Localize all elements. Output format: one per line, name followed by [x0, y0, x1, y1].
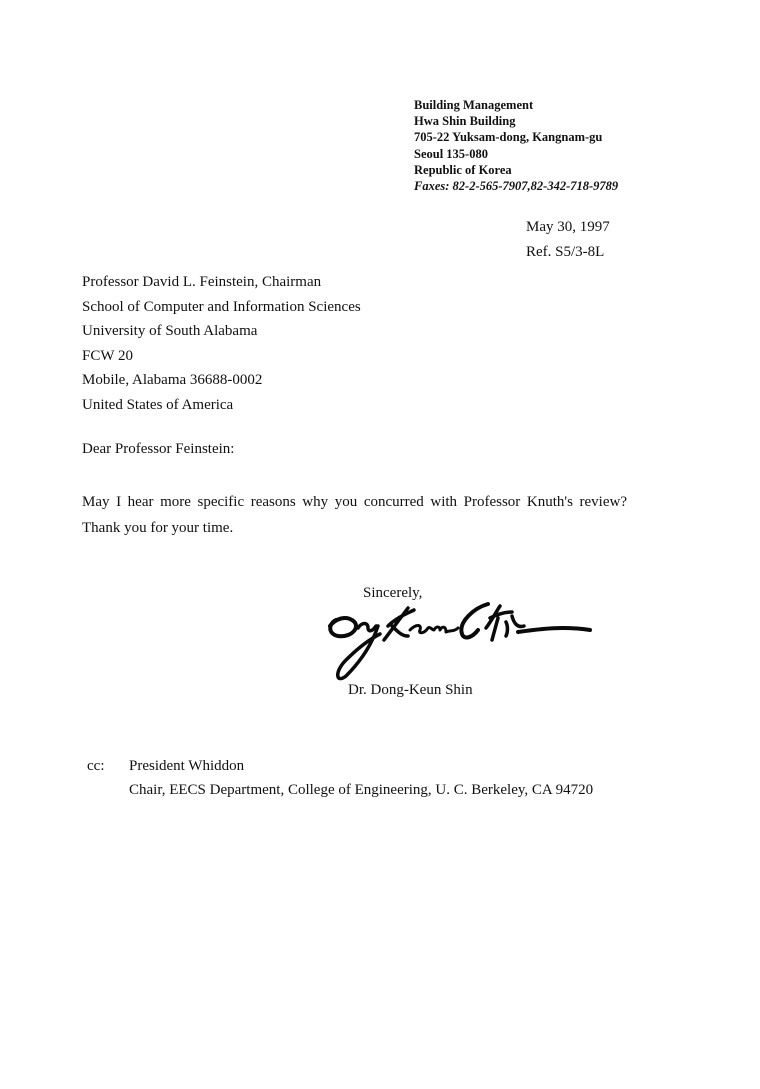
cc-label: cc:: [87, 758, 105, 774]
body-paragraph: Thank you for your time.: [82, 520, 234, 536]
sender-street: 705-22 Yuksam-dong, Kangnam-gu: [414, 130, 603, 145]
letter-reference: Ref. S5/3-8L: [526, 244, 605, 260]
salutation: Dear Professor Feinstein:: [82, 441, 235, 457]
recipient-country: United States of America: [82, 396, 234, 413]
sender-org: Building Management: [414, 98, 534, 112]
date-block: [526, 215, 610, 265]
letter-date: May 30, 1997: [526, 219, 610, 235]
signer-name: Dr. Dong-Keun Shin: [348, 682, 473, 698]
cc-recipients: [129, 754, 593, 802]
handwritten-signature: [322, 596, 594, 682]
signature-stroke: [486, 606, 524, 640]
recipient-university: University of South Alabama: [82, 323, 258, 340]
letter-body: [82, 489, 642, 541]
signature-stroke: [330, 618, 356, 636]
sender-address-block: [414, 97, 618, 194]
cc-recipient: President Whiddon: [129, 758, 245, 774]
recipient-city: Mobile, Alabama 36688-0002: [82, 372, 263, 389]
signature-stroke: [518, 628, 590, 632]
signature-stroke: [384, 608, 414, 640]
recipient-name: Professor David L. Feinstein, Chairman: [82, 274, 322, 290]
cc-recipient: Chair, EECS Department, College of Engineering, U. C. Berkeley, CA 94720: [129, 782, 594, 798]
sender-building: Hwa Shin Building: [414, 114, 516, 129]
signature-stroke: [410, 626, 458, 633]
sender-country: Republic of Korea: [414, 162, 512, 177]
body-paragraph: May I hear more specific reasons why you concurred with Professor Knuth's review?: [82, 494, 627, 510]
sender-city: Seoul 135-080: [414, 146, 488, 161]
signature-stroke: [461, 604, 488, 637]
recipient-room: FCW 20: [82, 347, 133, 364]
recipient-address-block: [82, 270, 361, 418]
signature-stroke: [338, 624, 380, 679]
recipient-department: School of Computer and Information Sciences: [82, 298, 361, 315]
closing: Sincerely,: [363, 585, 423, 601]
sender-faxes: Faxes: 82-2-565-7907,82-342-718-9789: [414, 179, 619, 194]
